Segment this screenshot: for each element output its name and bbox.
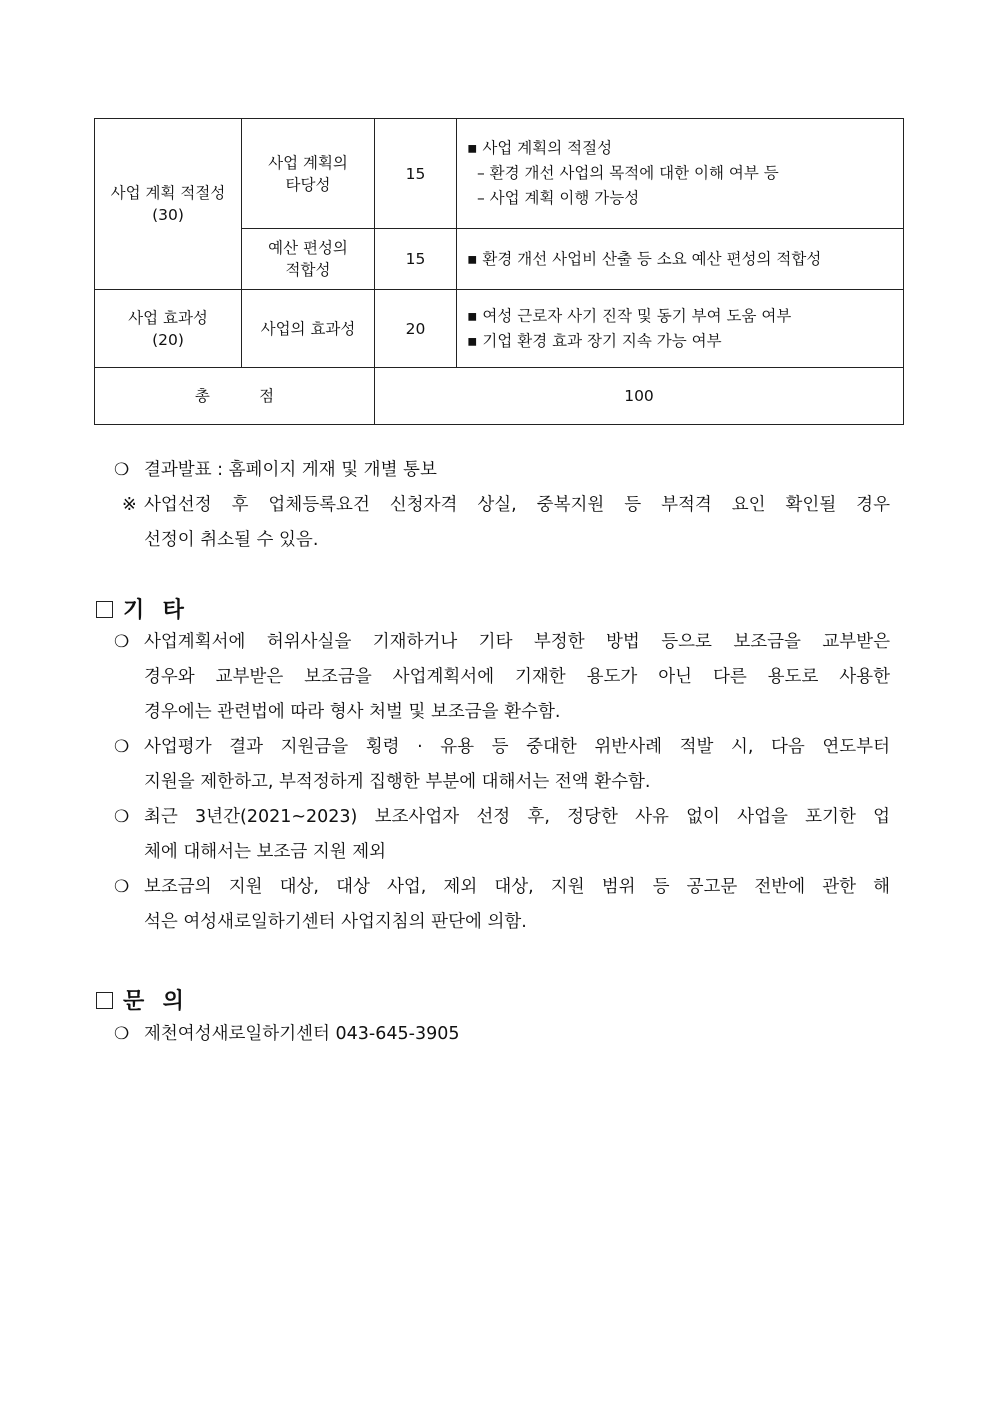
note-mark-icon: ※ bbox=[122, 495, 137, 515]
list-item bbox=[114, 870, 890, 940]
table-row bbox=[95, 290, 904, 368]
table-row bbox=[95, 119, 904, 229]
note-item bbox=[114, 488, 890, 558]
details-cell bbox=[457, 290, 904, 368]
note-line: 사업선정 후 업체등록요건 신청자격 상실, 중복지원 등 부적격 요인 확인될 경우 bbox=[144, 495, 890, 515]
category-cell bbox=[95, 290, 242, 368]
list-line: 사업평가 결과 지원금을 횡령 · 유용 등 중대한 위반사례 적발 시, 다음 연도부터 bbox=[144, 737, 890, 757]
score-cell: 20 bbox=[375, 290, 457, 368]
detail-line: – 환경 개선 사업의 목적에 대한 이해 여부 등 bbox=[477, 164, 779, 182]
circle-bullet-icon: ❍ bbox=[114, 877, 130, 897]
detail-line: – 사업 계획 이행 가능성 bbox=[477, 189, 640, 207]
list-line: 사업계획서에 허위사실을 기재하거나 기타 부정한 방법 등으로 보조금을 교부받은 bbox=[144, 632, 890, 652]
category-label: 사업 효과성 bbox=[128, 308, 208, 327]
item-label: 사업 계획의 bbox=[268, 153, 348, 172]
contact-text: 제천여성새로일하기센터 043-645-3905 bbox=[144, 1024, 460, 1044]
result-section bbox=[114, 453, 890, 558]
note-line: 선정이 취소될 수 있음. bbox=[144, 530, 319, 550]
circle-bullet-icon: ❍ bbox=[114, 1024, 130, 1044]
circle-bullet-icon: ❍ bbox=[114, 460, 130, 480]
circle-bullet-icon: ❍ bbox=[114, 737, 130, 757]
details-cell bbox=[457, 229, 904, 290]
item-label: 예산 편성의 bbox=[268, 239, 348, 257]
list-line: 석은 여성새로일하기센터 사업지침의 판단에 의함. bbox=[144, 912, 527, 932]
list-line: 최근 3년간(2021~2023) 보조사업자 선정 후, 정당한 사유 없이 사업을 포기한 업 bbox=[144, 807, 890, 827]
detail-line: ▪ 여성 근로자 사기 진작 및 동기 부여 도움 여부 bbox=[467, 306, 792, 325]
details-cell bbox=[457, 119, 904, 229]
score-cell: 15 bbox=[375, 119, 457, 229]
detail-line: ▪ 사업 계획의 적절성 bbox=[467, 139, 613, 157]
item-cell bbox=[242, 119, 375, 229]
list-item bbox=[114, 800, 890, 870]
score-cell: 15 bbox=[375, 229, 457, 290]
category-label: 사업 계획 적절성 bbox=[110, 184, 226, 202]
total-row bbox=[95, 368, 904, 425]
circle-bullet-icon: ❍ bbox=[114, 807, 130, 827]
list-item bbox=[114, 625, 890, 730]
category-points: (30) bbox=[152, 206, 184, 224]
list-line: 경우와 교부받은 보조금을 사업계획서에 기재한 용도가 아닌 다른 용도로 사용한 bbox=[144, 667, 890, 687]
checkbox-square-icon bbox=[96, 601, 113, 618]
contact-section bbox=[114, 1017, 890, 1052]
section-heading-etc bbox=[96, 593, 185, 624]
section-heading-contact bbox=[96, 984, 185, 1015]
total-label: 총 점 bbox=[95, 368, 375, 425]
detail-line: ▪ 환경 개선 사업비 산출 등 소요 예산 편성의 적합성 bbox=[467, 249, 822, 268]
result-text: 결과발표 : 홈페이지 게재 및 개별 통보 bbox=[144, 460, 437, 480]
item-label: 적합성 bbox=[285, 261, 331, 279]
item-label: 사업의 효과성 bbox=[260, 319, 356, 338]
list-line: 경우에는 관련법에 따라 형사 처벌 및 보조금을 환수함. bbox=[144, 702, 561, 722]
list-item bbox=[114, 1017, 890, 1052]
list-item bbox=[114, 730, 890, 800]
category-cell bbox=[95, 119, 242, 290]
list-line: 체에 대해서는 보조금 지원 제외 bbox=[144, 842, 387, 862]
total-value: 100 bbox=[375, 368, 904, 425]
list-line: 지원을 제한하고, 부적정하게 집행한 부분에 대해서는 전액 환수함. bbox=[144, 772, 651, 792]
heading-text: 기 타 bbox=[123, 598, 185, 623]
item-cell bbox=[242, 229, 375, 290]
etc-section bbox=[114, 625, 890, 940]
item-cell bbox=[242, 290, 375, 368]
heading-text: 문 의 bbox=[123, 989, 185, 1014]
circle-bullet-icon: ❍ bbox=[114, 632, 130, 652]
checkbox-square-icon bbox=[96, 992, 113, 1009]
detail-line: ▪ 기업 환경 효과 장기 지속 가능 여부 bbox=[467, 331, 722, 350]
list-item bbox=[114, 453, 890, 488]
list-line: 보조금의 지원 대상, 대상 사업, 제외 대상, 지원 범위 등 공고문 전반에 관한 해 bbox=[144, 877, 890, 897]
evaluation-table bbox=[94, 118, 904, 425]
item-label: 타당성 bbox=[285, 175, 331, 194]
category-points: (20) bbox=[152, 330, 184, 349]
